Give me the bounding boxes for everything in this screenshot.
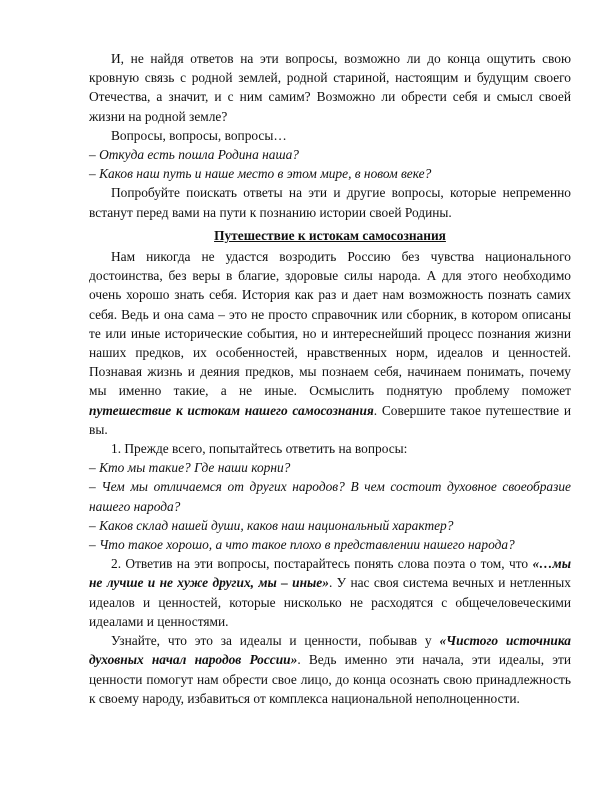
poet-quote: «…мы не лучше и не хуже других, мы – иные» — [89, 556, 571, 591]
search-paragraph: Попробуйте поискать ответы на эти и другие вопросы, которые непременно встанут перед вами на пути к познанию истории своей Родины. — [89, 185, 571, 220]
history-text-end: . Совершите такое путешествие и вы. — [89, 402, 571, 437]
task-2-text: 2. Ответив на эти вопросы, постарайтесь понять слова поэта о том, что — [111, 556, 533, 572]
task-2-text-end: . У нас своя система вечных и нетленных идеалов и ценностей, которые нисколько не расходятся с общечеловеческими идеалами и ценностями. — [89, 575, 571, 629]
questions-paragraph: Вопросы, вопросы, вопросы… — [111, 127, 287, 143]
task-2 — [89, 554, 571, 631]
source-title: «Чистого источника духовных начал народов России» — [89, 633, 571, 668]
question-text: Каков склад нашей души, каков наш национальный характер? — [99, 517, 454, 533]
values-paragraph — [89, 631, 571, 708]
question-text: Откуда есть пошла Родина наша? — [99, 147, 299, 163]
dash-mark: – — [89, 147, 96, 163]
values-text-end: . Ведь именно эти начала, эти идеалы, эти ценности помогут нам обрести свое лицо, до конца осознать свою принадлежность к своему народу, избавиться от комплекса национальной неполноценности. — [89, 652, 571, 706]
question-text: Кто мы такие? Где наши корни? — [99, 460, 291, 476]
dash-mark: – — [89, 479, 96, 495]
question-line-1 — [89, 145, 571, 164]
question-line-3 — [89, 458, 571, 477]
question-line-6 — [89, 535, 571, 554]
values-text: Узнайте, что это за идеалы и ценности, побывав у — [111, 633, 440, 649]
question-text: Что такое хорошо, а что такое плохо в представлении нашего народа? — [99, 537, 515, 553]
dash-mark: – — [89, 166, 96, 182]
dash-mark: – — [89, 460, 96, 476]
task-1: 1. Прежде всего, попытайтесь ответить на вопросы: — [111, 441, 408, 457]
history-paragraph — [89, 247, 571, 439]
question-text: Чем мы отличаемся от других народов? В чем состоит духовное своеобразие нашего народа? — [89, 479, 571, 514]
document-body — [89, 49, 571, 708]
dash-mark: – — [89, 537, 96, 553]
question-line-5 — [89, 516, 571, 535]
section-heading: Путешествие к истокам самосознания — [214, 227, 446, 243]
history-text: Нам никогда не удастся возродить Россию без чувства национального достоинства, без веры в благие, здоровые силы народа. А для этого необходимо очень хорошо знать себя. История как раз и дает нам возможность познать самих себя. Ведь и она сама – это не просто справочник или сборник, в котором описаны те или иные исторические события, но и интереснейший процесс познания жизни наших предков, их особенностей, нравственных норм, идеалов и ценностей. Познавая жизнь и деяния предков, мы познаем себя, начинаем понимать, почему мы именно такие, а не иные. Осмыслить поднятую проблему поможет — [89, 249, 571, 399]
dash-mark: – — [89, 517, 96, 533]
question-line-2 — [89, 164, 571, 183]
question-text: Каков наш путь и наше место в этом мире, в новом веке? — [99, 166, 432, 182]
question-line-4 — [89, 477, 571, 515]
intro-paragraph: И, не найдя ответов на эти вопросы, возможно ли до конца ощутить свою кровную связь с родной землей, родной стариной, настоящим и будущим своего Отечества, а значит, и с ним самим? Возможно ли обрести себя и смысл своей жизни на родной земле? — [89, 51, 571, 124]
history-emphasis: путешествие к истокам нашего самосознания — [89, 402, 374, 418]
